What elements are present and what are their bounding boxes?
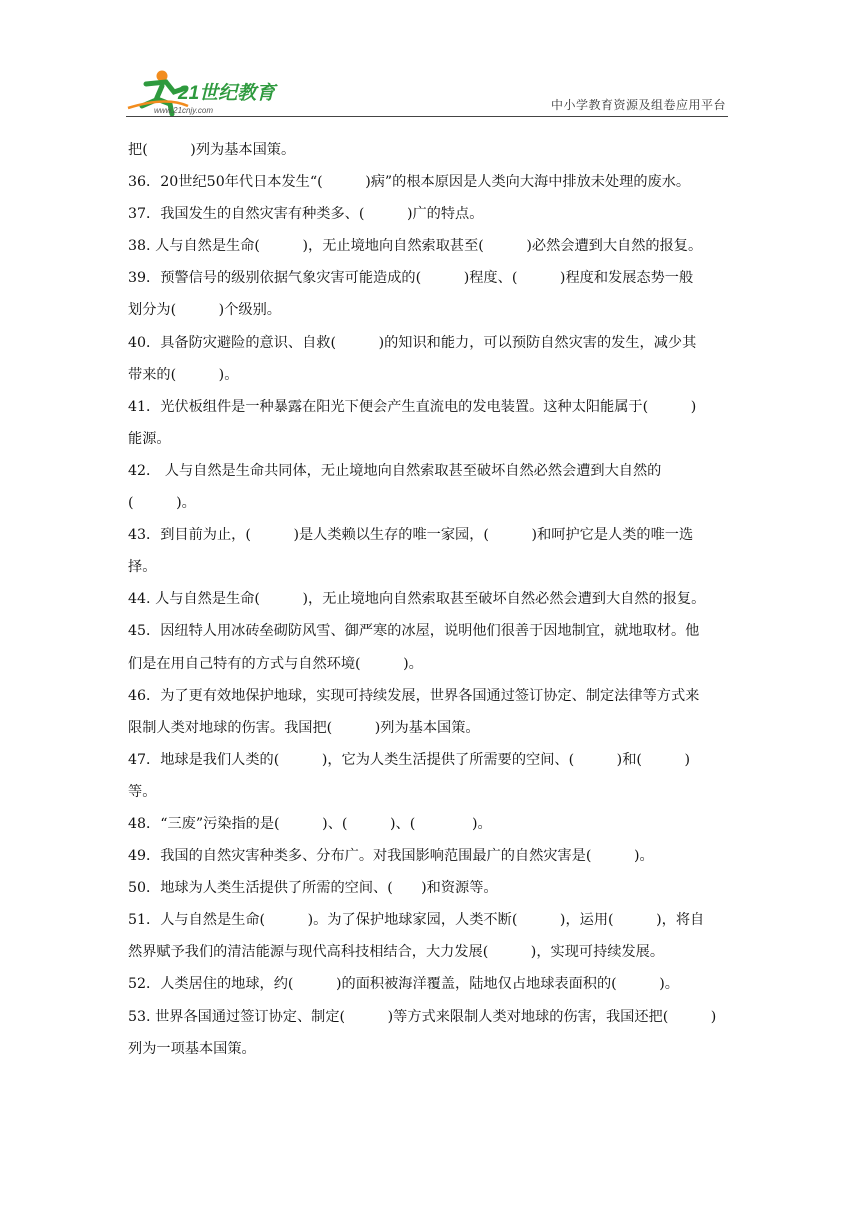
question-40: 40．具备防灾避险的意识、自救( )的知识和能力，可以预防自然灾害的发生，减少其 <box>128 334 697 351</box>
header-divider <box>126 116 728 117</box>
platform-title: 中小学教育资源及组卷应用平台 <box>550 98 726 112</box>
svg-text:www.21cnjy.com: www.21cnjy.com <box>154 106 213 115</box>
question-52: 52．人类居住的地球，约( )的面积被海洋覆盖，陆地仅占地球表面积的( )。 <box>128 976 679 993</box>
question-47: 47．地球是我们人类的( )，它为人类生活提供了所需要的空间、( )和( ) <box>128 751 691 768</box>
text-line: 能源。 <box>128 430 171 447</box>
text-line: 把( )列为基本国策。 <box>128 142 296 158</box>
question-46: 46．为了更有效地保护地球，实现可持续发展，世界各国通过签订协定、制定法律等方式来 <box>128 687 700 704</box>
text-line: 择。 <box>128 559 157 576</box>
question-39: 39．预警信号的级别依据气象灾害可能造成的( )程度、( )程度和发展态势一般 <box>128 270 694 287</box>
site-logo <box>126 66 296 118</box>
question-43: 43．到目前为止，( )是人类赖以生存的唯一家园，( )和呵护它是人类的唯一选 <box>128 527 694 544</box>
text-line: 带来的( )。 <box>128 366 239 383</box>
question-53: 53. 世界各国通过签订协定、制定( )等方式来限制人类对地球的伤害，我国还把( ) <box>128 1008 717 1025</box>
question-41: 41．光伏板组件是一种暴露在阳光下便会产生直流电的发电装置。这种太阳能属于( ) <box>128 398 697 415</box>
question-51: 51．人与自然是生命( )。为了保护地球家园，人类不断( )，运用( )，将自 <box>128 912 705 929</box>
question-48: 48．“三废”污染指的是( )、( )、( )。 <box>128 815 492 832</box>
text-line: 然界赋予我们的清洁能源与现代高科技相结合，大力发展( )，实现可持续发展。 <box>128 944 665 961</box>
question-42: 42． 人与自然是生命共同体，无止境地向自然索取甚至破坏自然必然会遭到大自然的 <box>128 462 662 479</box>
question-37: 37．我国发生的自然灾害有种类多、( )广的特点。 <box>128 206 484 223</box>
question-45: 45．因纽特人用冰砖垒砌防风雪、御严寒的冰屋，说明他们很善于因地制宜，就地取材。他 <box>128 623 700 640</box>
svg-text:21世纪教育: 21世纪教育 <box>178 83 276 104</box>
text-line: 等。 <box>128 783 157 800</box>
text-line: 们是在用自己特有的方式与自然环境( )。 <box>128 655 423 672</box>
question-38: 38. 人与自然是生命( )，无止境地向自然索取甚至( )必然会遭到大自然的报复。 <box>128 238 703 255</box>
text-line: ( )。 <box>128 495 196 512</box>
text-line: 列为一项基本国策。 <box>128 1040 256 1057</box>
text-line: 限制人类对地球的伤害。我国把( )列为基本国策。 <box>128 719 480 736</box>
question-49: 49．我国的自然灾害种类多、分布广。对我国影响范围最广的自然灾害是( )。 <box>128 848 654 865</box>
question-36: 36．20世纪50年代日本发生“( )病”的根本原因是人类向大海中排放未处理的废水。 <box>128 174 691 191</box>
question-list <box>128 140 730 1071</box>
question-44: 44. 人与自然是生命( )，无止境地向自然索取甚至破坏自然必然会遭到大自然的报复。 <box>128 591 706 608</box>
text-line: 划分为( )个级别。 <box>128 302 281 319</box>
question-50: 50．地球为人类生活提供了所需的空间、( )和资源等。 <box>128 880 498 897</box>
page-header <box>126 66 728 118</box>
